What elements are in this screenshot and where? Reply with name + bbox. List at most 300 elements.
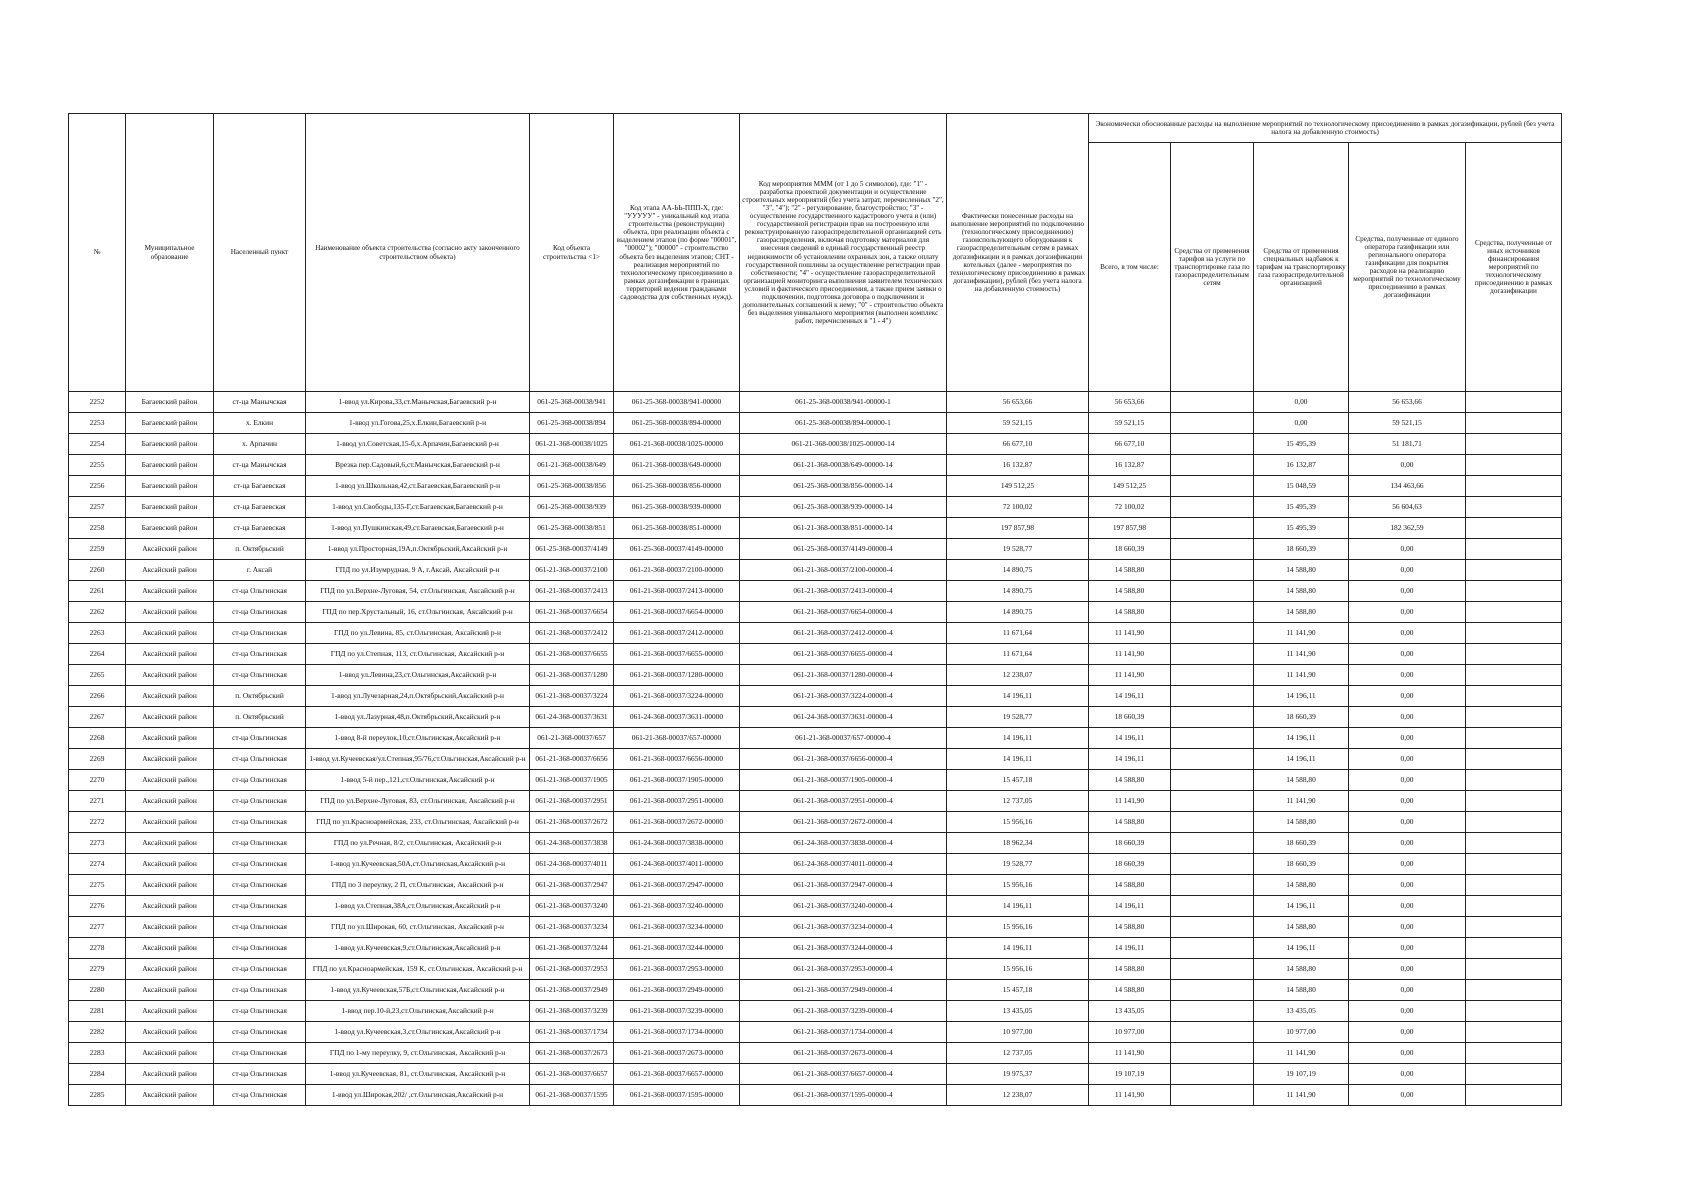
total-cell: 18 660,39 xyxy=(1089,539,1171,560)
municipality-cell: Багаевский район xyxy=(126,518,214,539)
measure-code-cell: 061-25-368-00037/4149-00000-4 xyxy=(740,539,947,560)
actual-costs-cell: 12 737,05 xyxy=(947,791,1089,812)
stage-code-cell: 061-21-368-00037/3240-00000 xyxy=(614,896,740,917)
single-operator-cell: 0,00 xyxy=(1349,791,1466,812)
municipality-cell: Аксайский район xyxy=(126,980,214,1001)
single-operator-cell: 182 362,59 xyxy=(1349,518,1466,539)
tariff-transport-cell xyxy=(1171,644,1254,665)
tariff-transport-cell xyxy=(1171,1064,1254,1085)
municipality-cell: Багаевский район xyxy=(126,476,214,497)
table-body xyxy=(69,392,1562,1106)
object-code-cell: 061-21-368-00037/2953 xyxy=(530,959,614,980)
stage-code-cell: 061-21-368-00038/649-00000 xyxy=(614,455,740,476)
measure-code-cell: 061-21-368-00037/2673-00000-4 xyxy=(740,1043,947,1064)
measure-code-cell: 061-21-368-00037/1595-00000-4 xyxy=(740,1085,947,1106)
object-name-cell: 1-ввод ул.Широкая,202/ ,ст.Ольгинская,Аксайский р-н xyxy=(306,1085,530,1106)
row-number: 2279 xyxy=(69,959,126,980)
row-number: 2269 xyxy=(69,749,126,770)
object-code-cell: 061-21-368-00037/6654 xyxy=(530,602,614,623)
municipality-cell: Аксайский район xyxy=(126,602,214,623)
table-row xyxy=(69,707,1562,728)
single-operator-cell: 0,00 xyxy=(1349,917,1466,938)
tariff-transport-cell xyxy=(1171,434,1254,455)
total-cell: 16 132,87 xyxy=(1089,455,1171,476)
row-number: 2267 xyxy=(69,707,126,728)
settlement-cell: ст-ца Ольгинская xyxy=(214,1022,306,1043)
special-markups-cell: 0,00 xyxy=(1254,413,1349,434)
municipality-cell: Багаевский район xyxy=(126,455,214,476)
actual-costs-cell: 59 521,15 xyxy=(947,413,1089,434)
table-row xyxy=(69,1001,1562,1022)
row-number: 2277 xyxy=(69,917,126,938)
object-name-cell: ГПД по ул.Красноармейская, 159 К, ст.Ольгинская, Аксайский р-н xyxy=(306,959,530,980)
settlement-cell: ст-ца Багаевская xyxy=(214,518,306,539)
total-cell: 59 521,15 xyxy=(1089,413,1171,434)
special-markups-cell: 16 132,87 xyxy=(1254,455,1349,476)
object-name-cell: ГПД по 1-му переулку, 9, ст.Ольгинская, Аксайский р-н xyxy=(306,1043,530,1064)
settlement-cell: ст-ца Ольгинская xyxy=(214,917,306,938)
special-markups-cell: 11 141,90 xyxy=(1254,1085,1349,1106)
object-code-cell: 061-21-368-00037/6655 xyxy=(530,644,614,665)
header-total: Всего, в том числе: xyxy=(1089,143,1171,392)
table-row xyxy=(69,623,1562,644)
actual-costs-cell: 14 890,75 xyxy=(947,560,1089,581)
stage-code-cell: 061-21-368-00037/2951-00000 xyxy=(614,791,740,812)
municipality-cell: Аксайский район xyxy=(126,749,214,770)
object-name-cell: 1-ввод 8-й переулок,10,ст.Ольгинская,Аксайский р-н xyxy=(306,728,530,749)
actual-costs-cell: 16 132,87 xyxy=(947,455,1089,476)
single-operator-cell: 0,00 xyxy=(1349,1022,1466,1043)
total-cell: 11 141,90 xyxy=(1089,665,1171,686)
actual-costs-cell: 19 975,37 xyxy=(947,1064,1089,1085)
total-cell: 66 677,10 xyxy=(1089,434,1171,455)
object-name-cell: 1-ввод ул.Кучеевская,9,ст.Ольгинская,Аксайский р-н xyxy=(306,938,530,959)
stage-code-cell: 061-21-368-00037/2413-00000 xyxy=(614,581,740,602)
header-other-sources: Средства, полученные от иных источников финансирования мероприятий по технологическому присоединению в рамках догазификации xyxy=(1466,143,1562,392)
settlement-cell: ст-ца Ольгинская xyxy=(214,833,306,854)
object-code-cell: 061-21-368-00037/6657 xyxy=(530,1064,614,1085)
object-name-cell: 1-ввод ул.Левина,23,ст.Ольгинская,Аксайский р-н xyxy=(306,665,530,686)
total-cell: 13 435,05 xyxy=(1089,1001,1171,1022)
single-operator-cell: 0,00 xyxy=(1349,833,1466,854)
other-sources-cell xyxy=(1466,455,1562,476)
actual-costs-cell: 72 100,02 xyxy=(947,497,1089,518)
municipality-cell: Аксайский район xyxy=(126,854,214,875)
measure-code-cell: 061-21-368-00037/2100-00000-4 xyxy=(740,560,947,581)
object-code-cell: 061-21-368-00037/1905 xyxy=(530,770,614,791)
other-sources-cell xyxy=(1466,812,1562,833)
object-name-cell: 1-ввод ул.Свободы,135-Г,ст.Багаевская,Багаевский р-н xyxy=(306,497,530,518)
single-operator-cell: 0,00 xyxy=(1349,707,1466,728)
special-markups-cell: 11 141,90 xyxy=(1254,644,1349,665)
single-operator-cell: 0,00 xyxy=(1349,980,1466,1001)
stage-code-cell: 061-21-368-00037/2953-00000 xyxy=(614,959,740,980)
measure-code-cell: 061-21-368-00038/649-00000-14 xyxy=(740,455,947,476)
tariff-transport-cell xyxy=(1171,875,1254,896)
header-economic-group: Экономически обоснованные расходы на выполнение мероприятий по технологическому присоединению в рамках догазификации, рублей (без учета налога на добавленную стоимость) xyxy=(1089,114,1562,143)
total-cell: 56 653,66 xyxy=(1089,392,1171,413)
object-code-cell: 061-21-368-00037/2412 xyxy=(530,623,614,644)
object-code-cell: 061-21-368-00037/2413 xyxy=(530,581,614,602)
single-operator-cell: 0,00 xyxy=(1349,875,1466,896)
actual-costs-cell: 14 196,11 xyxy=(947,896,1089,917)
tariff-transport-cell xyxy=(1171,896,1254,917)
row-number: 2254 xyxy=(69,434,126,455)
stage-code-cell: 061-21-368-00037/3234-00000 xyxy=(614,917,740,938)
row-number: 2256 xyxy=(69,476,126,497)
measure-code-cell: 061-21-368-00037/3239-00000-4 xyxy=(740,1001,947,1022)
object-name-cell: 1-ввод ул.Кучеевская,57Б,ст.Ольгинская,Аксайский р-н xyxy=(306,980,530,1001)
municipality-cell: Аксайский район xyxy=(126,1022,214,1043)
actual-costs-cell: 10 977,00 xyxy=(947,1022,1089,1043)
actual-costs-cell: 19 528,77 xyxy=(947,539,1089,560)
object-name-cell: 1-ввод ул.Кучеевская,3,ст.Ольгинская,Аксайский р-н xyxy=(306,1022,530,1043)
measure-code-cell: 061-21-368-00037/1734-00000-4 xyxy=(740,1022,947,1043)
other-sources-cell xyxy=(1466,476,1562,497)
table-row xyxy=(69,938,1562,959)
other-sources-cell xyxy=(1466,581,1562,602)
header-object-name: Наименование объекта строительства (согласно акту законченного строительством объекта) xyxy=(306,114,530,392)
tariff-transport-cell xyxy=(1171,980,1254,1001)
settlement-cell: х. Арпачин xyxy=(214,434,306,455)
tariff-transport-cell xyxy=(1171,1022,1254,1043)
measure-code-cell: 061-21-368-00037/6654-00000-4 xyxy=(740,602,947,623)
table-row xyxy=(69,980,1562,1001)
special-markups-cell: 14 588,80 xyxy=(1254,812,1349,833)
object-code-cell: 061-21-368-00037/3224 xyxy=(530,686,614,707)
special-markups-cell: 18 660,39 xyxy=(1254,707,1349,728)
special-markups-cell: 14 588,80 xyxy=(1254,980,1349,1001)
object-code-cell: 061-24-368-00037/3631 xyxy=(530,707,614,728)
object-name-cell: 1-ввод ул.Кучеевская/ул.Степная,95/76,ст.Ольгинская,Аксайский р-н xyxy=(306,749,530,770)
single-operator-cell: 0,00 xyxy=(1349,644,1466,665)
object-name-cell: ГПД по 3 переулку, 2 П, ст.Ольгинская, Аксайский р-н xyxy=(306,875,530,896)
special-markups-cell: 14 196,11 xyxy=(1254,728,1349,749)
actual-costs-cell: 14 196,11 xyxy=(947,728,1089,749)
total-cell: 14 588,80 xyxy=(1089,581,1171,602)
row-number: 2268 xyxy=(69,728,126,749)
stage-code-cell: 061-25-368-00038/939-00000 xyxy=(614,497,740,518)
settlement-cell: ст-ца Ольгинская xyxy=(214,875,306,896)
special-markups-cell: 10 977,00 xyxy=(1254,1022,1349,1043)
other-sources-cell xyxy=(1466,959,1562,980)
measure-code-cell: 061-21-368-00037/6656-00000-4 xyxy=(740,749,947,770)
other-sources-cell xyxy=(1466,602,1562,623)
settlement-cell: ст-ца Ольгинская xyxy=(214,749,306,770)
special-markups-cell: 14 588,80 xyxy=(1254,602,1349,623)
measure-code-cell: 061-21-368-00037/3240-00000-4 xyxy=(740,896,947,917)
single-operator-cell: 56 653,66 xyxy=(1349,392,1466,413)
special-markups-cell: 11 141,90 xyxy=(1254,1043,1349,1064)
actual-costs-cell: 14 196,11 xyxy=(947,749,1089,770)
actual-costs-cell: 12 737,05 xyxy=(947,1043,1089,1064)
municipality-cell: Аксайский район xyxy=(126,1064,214,1085)
object-code-cell: 061-25-368-00038/941 xyxy=(530,392,614,413)
total-cell: 14 588,80 xyxy=(1089,980,1171,1001)
header-measure-code: Код мероприятия МММ (от 1 до 5 символов), где: "1" - разработка проектной документации и осуществление строительных мероприятий (без учета затрат, перечисленных "2", "3", "4"); "2" - регулирование, благоустройство; "3" - осуществление государственного кадастрового учета и (или) государственной регистрации прав на построенную или реконструированную газораспределительной организацией сеть газораспределения, включая подготовку материалов для внесения сведений в единый государственный реестр недвижимости об установлении охранных зон, а также оплату государственной пошлины за осуществление регистрации прав собственности; "4" - осуществление газораспределительной организацией мониторинга выполнения заявителем технических условий и фактического присоединения, а также прием заявки о подключении, подготовка договора о подключении и дополнительных соглашений к нему; "0" - строительство объекта без выделения уникального мероприятия (выполнен комплекс работ, перечисленных в "1 - 4") xyxy=(740,114,947,392)
actual-costs-cell: 15 457,18 xyxy=(947,770,1089,791)
row-number: 2275 xyxy=(69,875,126,896)
other-sources-cell xyxy=(1466,854,1562,875)
actual-costs-cell: 14 196,11 xyxy=(947,938,1089,959)
measure-code-cell: 061-21-368-00037/1280-00000-4 xyxy=(740,665,947,686)
total-cell: 14 196,11 xyxy=(1089,938,1171,959)
special-markups-cell: 11 141,90 xyxy=(1254,665,1349,686)
settlement-cell: ст-ца Ольгинская xyxy=(214,581,306,602)
object-code-cell: 061-21-368-00037/3234 xyxy=(530,917,614,938)
measure-code-cell: 061-21-368-00037/2413-00000-4 xyxy=(740,581,947,602)
table-row xyxy=(69,1022,1562,1043)
actual-costs-cell: 19 528,77 xyxy=(947,854,1089,875)
object-name-cell: 1-ввод ул.Кучеевская,50А,ст.Ольгинская,Аксайский р-н xyxy=(306,854,530,875)
settlement-cell: п. Октябрьский xyxy=(214,707,306,728)
measure-code-cell: 061-25-368-00038/856-00000-14 xyxy=(740,476,947,497)
object-code-cell: 061-21-368-00037/3240 xyxy=(530,896,614,917)
special-markups-cell: 14 588,80 xyxy=(1254,959,1349,980)
actual-costs-cell: 12 238,07 xyxy=(947,1085,1089,1106)
single-operator-cell: 0,00 xyxy=(1349,602,1466,623)
object-code-cell: 061-21-368-00037/2947 xyxy=(530,875,614,896)
settlement-cell: ст-ца Манычская xyxy=(214,455,306,476)
other-sources-cell xyxy=(1466,938,1562,959)
total-cell: 11 141,90 xyxy=(1089,1085,1171,1106)
single-operator-cell: 0,00 xyxy=(1349,728,1466,749)
object-code-cell: 061-21-368-00038/649 xyxy=(530,455,614,476)
total-cell: 11 141,90 xyxy=(1089,644,1171,665)
row-number: 2262 xyxy=(69,602,126,623)
single-operator-cell: 0,00 xyxy=(1349,665,1466,686)
other-sources-cell xyxy=(1466,875,1562,896)
measure-code-cell: 061-25-368-00038/941-00000-1 xyxy=(740,392,947,413)
total-cell: 11 141,90 xyxy=(1089,791,1171,812)
stage-code-cell: 061-25-368-00038/941-00000 xyxy=(614,392,740,413)
single-operator-cell: 0,00 xyxy=(1349,896,1466,917)
other-sources-cell xyxy=(1466,1022,1562,1043)
tariff-transport-cell xyxy=(1171,791,1254,812)
settlement-cell: ст-ца Ольгинская xyxy=(214,1085,306,1106)
row-number: 2260 xyxy=(69,560,126,581)
row-number: 2261 xyxy=(69,581,126,602)
object-code-cell: 061-21-368-00037/3244 xyxy=(530,938,614,959)
other-sources-cell xyxy=(1466,497,1562,518)
actual-costs-cell: 13 435,05 xyxy=(947,1001,1089,1022)
single-operator-cell: 0,00 xyxy=(1349,581,1466,602)
settlement-cell: ст-ца Ольгинская xyxy=(214,938,306,959)
actual-costs-cell: 197 857,98 xyxy=(947,518,1089,539)
municipality-cell: Багаевский район xyxy=(126,392,214,413)
tariff-transport-cell xyxy=(1171,749,1254,770)
tariff-transport-cell xyxy=(1171,959,1254,980)
object-code-cell: 061-21-368-00037/1734 xyxy=(530,1022,614,1043)
settlement-cell: ст-ца Ольгинская xyxy=(214,854,306,875)
actual-costs-cell: 15 956,16 xyxy=(947,959,1089,980)
special-markups-cell: 18 660,39 xyxy=(1254,539,1349,560)
municipality-cell: Аксайский район xyxy=(126,665,214,686)
total-cell: 14 588,80 xyxy=(1089,560,1171,581)
stage-code-cell: 061-21-368-00037/2673-00000 xyxy=(614,1043,740,1064)
other-sources-cell xyxy=(1466,917,1562,938)
single-operator-cell: 0,00 xyxy=(1349,1085,1466,1106)
measure-code-cell: 061-21-368-00037/6655-00000-4 xyxy=(740,644,947,665)
actual-costs-cell: 11 671,64 xyxy=(947,623,1089,644)
total-cell: 10 977,00 xyxy=(1089,1022,1171,1043)
municipality-cell: Аксайский район xyxy=(126,1001,214,1022)
special-markups-cell: 15 495,39 xyxy=(1254,518,1349,539)
row-number: 2264 xyxy=(69,644,126,665)
other-sources-cell xyxy=(1466,392,1562,413)
measure-code-cell: 061-24-368-00037/4011-00000-4 xyxy=(740,854,947,875)
other-sources-cell xyxy=(1466,539,1562,560)
row-number: 2278 xyxy=(69,938,126,959)
table-row xyxy=(69,497,1562,518)
table-row xyxy=(69,518,1562,539)
object-code-cell: 061-21-368-00037/657 xyxy=(530,728,614,749)
other-sources-cell xyxy=(1466,644,1562,665)
row-number: 2283 xyxy=(69,1043,126,1064)
other-sources-cell xyxy=(1466,980,1562,1001)
total-cell: 18 660,39 xyxy=(1089,854,1171,875)
object-code-cell: 061-25-368-00037/4149 xyxy=(530,539,614,560)
object-name-cell: 1-ввод ул.Кучеевская, 81, ст.Ольгинская, Аксайский р-н xyxy=(306,1064,530,1085)
measure-code-cell: 061-21-368-00038/1025-00000-14 xyxy=(740,434,947,455)
object-code-cell: 061-24-368-00037/3838 xyxy=(530,833,614,854)
tariff-transport-cell xyxy=(1171,812,1254,833)
actual-costs-cell: 14 890,75 xyxy=(947,581,1089,602)
total-cell: 14 196,11 xyxy=(1089,686,1171,707)
actual-costs-cell: 56 653,66 xyxy=(947,392,1089,413)
measure-code-cell: 061-21-368-00037/2953-00000-4 xyxy=(740,959,947,980)
settlement-cell: ст-ца Ольгинская xyxy=(214,1043,306,1064)
table-row xyxy=(69,1043,1562,1064)
row-number: 2274 xyxy=(69,854,126,875)
object-code-cell: 061-21-368-00037/2951 xyxy=(530,791,614,812)
table-row xyxy=(69,728,1562,749)
special-markups-cell: 14 196,11 xyxy=(1254,686,1349,707)
single-operator-cell: 0,00 xyxy=(1349,959,1466,980)
measure-code-cell: 061-24-368-00037/3838-00000-4 xyxy=(740,833,947,854)
actual-costs-cell: 14 890,75 xyxy=(947,602,1089,623)
object-name-cell: 1-ввод ул.Кирова,33,ст.Манычская,Багаевский р-н xyxy=(306,392,530,413)
table-row xyxy=(69,854,1562,875)
object-code-cell: 061-25-368-00038/894 xyxy=(530,413,614,434)
other-sources-cell xyxy=(1466,413,1562,434)
header-number: № xyxy=(69,114,126,392)
object-code-cell: 061-21-368-00037/3239 xyxy=(530,1001,614,1022)
row-number: 2257 xyxy=(69,497,126,518)
settlement-cell: ст-ца Багаевская xyxy=(214,497,306,518)
stage-code-cell: 061-21-368-00037/6657-00000 xyxy=(614,1064,740,1085)
other-sources-cell xyxy=(1466,1085,1562,1106)
stage-code-cell: 061-21-368-00037/3224-00000 xyxy=(614,686,740,707)
table-row xyxy=(69,812,1562,833)
municipality-cell: Аксайский район xyxy=(126,938,214,959)
settlement-cell: ст-ца Ольгинская xyxy=(214,959,306,980)
tariff-transport-cell xyxy=(1171,623,1254,644)
single-operator-cell: 0,00 xyxy=(1349,812,1466,833)
actual-costs-cell: 15 956,16 xyxy=(947,917,1089,938)
single-operator-cell: 0,00 xyxy=(1349,560,1466,581)
stage-code-cell: 061-25-368-00038/894-00000 xyxy=(614,413,740,434)
settlement-cell: х. Елкин xyxy=(214,413,306,434)
header-municipality: Муниципальное образование xyxy=(126,114,214,392)
object-name-cell: ГПД по ул.Левина, 85, ст.Ольгинская, Аксайский р-н xyxy=(306,623,530,644)
single-operator-cell: 0,00 xyxy=(1349,749,1466,770)
special-markups-cell: 14 588,80 xyxy=(1254,875,1349,896)
table-row xyxy=(69,875,1562,896)
special-markups-cell: 19 107,19 xyxy=(1254,1064,1349,1085)
total-cell: 14 588,80 xyxy=(1089,917,1171,938)
measure-code-cell: 061-24-368-00037/3631-00000-4 xyxy=(740,707,947,728)
row-number: 2270 xyxy=(69,770,126,791)
tariff-transport-cell xyxy=(1171,854,1254,875)
header-tariff-transport: Средства от применения тарифов на услуги по транспортировке газа по газораспределительным сетям xyxy=(1171,143,1254,392)
measure-code-cell: 061-25-368-00038/939-00000-14 xyxy=(740,497,947,518)
object-code-cell: 061-21-368-00037/2673 xyxy=(530,1043,614,1064)
total-cell: 14 196,11 xyxy=(1089,728,1171,749)
table-header xyxy=(69,114,1562,392)
municipality-cell: Аксайский район xyxy=(126,560,214,581)
municipality-cell: Аксайский район xyxy=(126,707,214,728)
object-name-cell: 1-ввод ул.Пушкинская,49,ст.Багаевская,Багаевский р-н xyxy=(306,518,530,539)
actual-costs-cell: 14 196,11 xyxy=(947,686,1089,707)
total-cell: 14 588,80 xyxy=(1089,875,1171,896)
total-cell: 14 196,11 xyxy=(1089,749,1171,770)
table-row xyxy=(69,434,1562,455)
municipality-cell: Аксайский район xyxy=(126,1085,214,1106)
municipality-cell: Аксайский район xyxy=(126,644,214,665)
header-object-code: Код объекта строительства <1> xyxy=(530,114,614,392)
stage-code-cell: 061-21-368-00037/3244-00000 xyxy=(614,938,740,959)
stage-code-cell: 061-21-368-00037/6656-00000 xyxy=(614,749,740,770)
single-operator-cell: 0,00 xyxy=(1349,1043,1466,1064)
header-settlement: Населенный пункт xyxy=(214,114,306,392)
settlement-cell: г. Аксай xyxy=(214,560,306,581)
other-sources-cell xyxy=(1466,728,1562,749)
special-markups-cell: 11 141,90 xyxy=(1254,791,1349,812)
settlement-cell: ст-ца Ольгинская xyxy=(214,1001,306,1022)
tariff-transport-cell xyxy=(1171,602,1254,623)
single-operator-cell: 0,00 xyxy=(1349,539,1466,560)
special-markups-cell: 14 588,80 xyxy=(1254,917,1349,938)
table-row xyxy=(69,1085,1562,1106)
measure-code-cell: 061-21-368-00037/2412-00000-4 xyxy=(740,623,947,644)
stage-code-cell: 061-21-368-00037/3239-00000 xyxy=(614,1001,740,1022)
stage-code-cell: 061-24-368-00037/3631-00000 xyxy=(614,707,740,728)
single-operator-cell: 51 181,71 xyxy=(1349,434,1466,455)
single-operator-cell: 0,00 xyxy=(1349,686,1466,707)
stage-code-cell: 061-21-368-00037/2947-00000 xyxy=(614,875,740,896)
tariff-transport-cell xyxy=(1171,518,1254,539)
tariff-transport-cell xyxy=(1171,938,1254,959)
total-cell: 72 100,02 xyxy=(1089,497,1171,518)
settlement-cell: ст-ца Ольгинская xyxy=(214,812,306,833)
other-sources-cell xyxy=(1466,1064,1562,1085)
total-cell: 14 588,80 xyxy=(1089,602,1171,623)
other-sources-cell xyxy=(1466,665,1562,686)
measure-code-cell: 061-21-368-00037/2949-00000-4 xyxy=(740,980,947,1001)
table-row xyxy=(69,896,1562,917)
special-markups-cell: 15 048,59 xyxy=(1254,476,1349,497)
object-name-cell: ГПД по ул.Верхне-Луговая, 54, ст.Ольгинская, Аксайский р-н xyxy=(306,581,530,602)
object-code-cell: 061-25-368-00038/939 xyxy=(530,497,614,518)
stage-code-cell: 061-21-368-00037/2949-00000 xyxy=(614,980,740,1001)
tariff-transport-cell xyxy=(1171,686,1254,707)
object-code-cell: 061-21-368-00037/2100 xyxy=(530,560,614,581)
actual-costs-cell: 12 238,07 xyxy=(947,665,1089,686)
object-name-cell: ГПД по ул.Изумрудная, 9 А, г.Аксай, Аксайский р-н xyxy=(306,560,530,581)
other-sources-cell xyxy=(1466,833,1562,854)
table-row xyxy=(69,455,1562,476)
